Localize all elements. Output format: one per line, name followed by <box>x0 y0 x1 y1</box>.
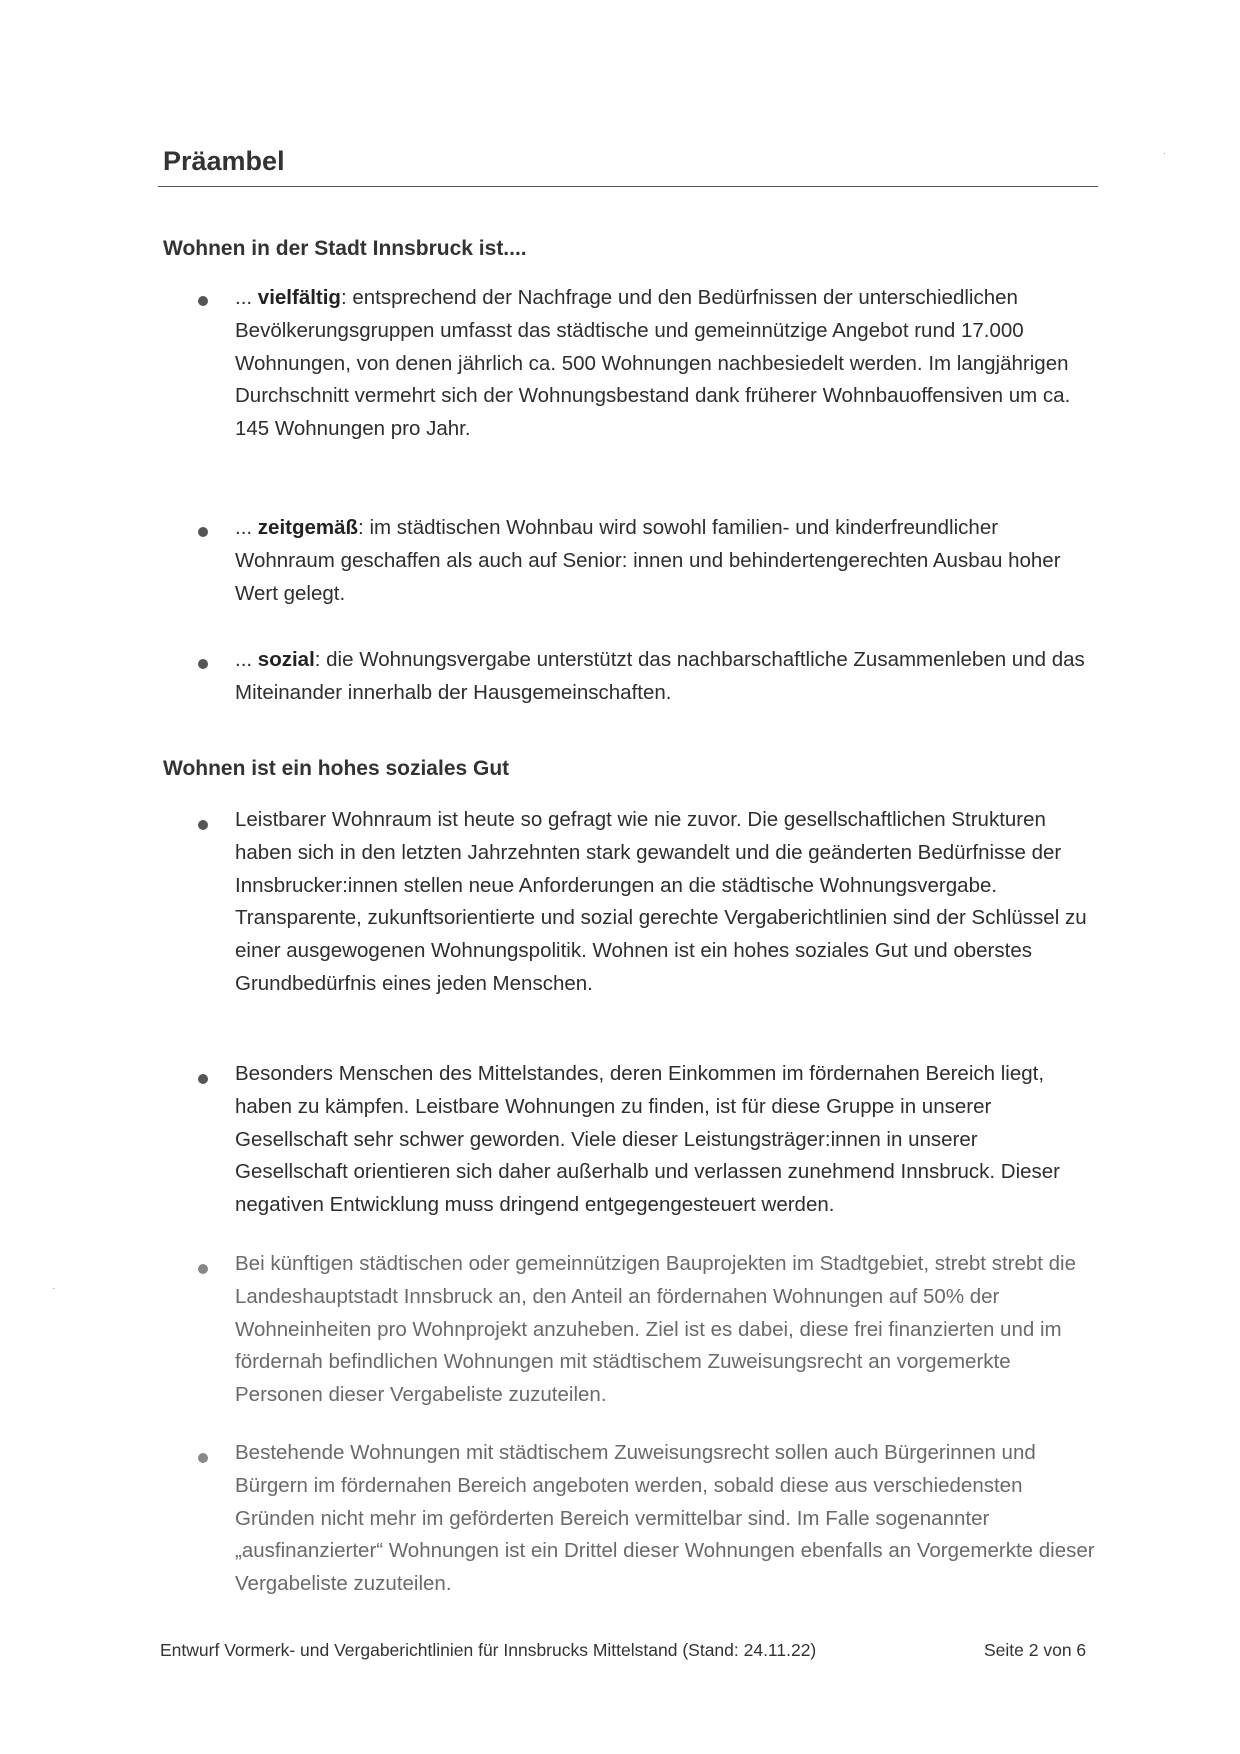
section-heading-soziales-gut: Wohnen ist ein hohes soziales Gut <box>163 757 510 780</box>
title-underline <box>158 186 1098 187</box>
scan-speck: · <box>1163 148 1167 159</box>
term-sozial: sozial <box>257 648 315 671</box>
page-title: Präambel <box>163 146 285 176</box>
term-vielfaeltig: vielfältig <box>257 286 341 309</box>
list-item-bestehende-wohnungen: Bestehende Wohnungen mit städtischem Zuweisungsrecht sollen auch Bürgerinnen und Bürgern im fördernahen Bereich angeboten werden, sobald diese aus verschiedensten Gründen nicht mehr im geförderten Bereich vermittelbar sind. Im Falle sogenannter „ausfinanzierter“ Wohnungen ist ein Drittel dieser Wohnungen ebenfalls an Vorgemerkte dieser Vergabeliste zuzuteilen. <box>235 1441 1095 1596</box>
bullet-icon <box>198 1264 208 1274</box>
list-item-sozial: ... sozial: die Wohnungsvergabe unterstützt das nachbarschaftliche Zusammenleben und das Miteinander innerhalb der Hausgemeinschaften. <box>235 648 1085 704</box>
bullet-icon <box>198 1074 208 1084</box>
list-item-vielfaeltig: ... vielfältig: entsprechend der Nachfrage und den Bedürfnissen der unterschiedlichen Bevölkerungsgruppen umfasst das städtische und gemeinnützige Angebot rund 17.000 Wohnungen, von denen jährlich ca. 500 Wohnungen nachbesiedelt werden. Im langjährigen Durchschnitt vermehrt sich der Wohnungsbestand dank früherer Wohnbauoffensiven um ca. 145 Wohnungen pro Jahr. <box>235 286 1071 441</box>
bullet-icon <box>198 527 208 537</box>
list-item-leistbarer-wohnraum: Leistbarer Wohnraum ist heute so gefragt wie nie zuvor. Die gesellschaftlichen Strukturen haben sich in den letzten Jahrzehnten stark gewandelt und die geänderten Bedürfnisse der Innsbrucker:innen stellen neue Anforderungen an die städtische Wohnungsvergabe. Transparente, zukunftsorientierte und sozial gerechte Vergaberichtlinien sind der Schlüssel zu einer ausgewogenen Wohnungspolitik. Wohnen ist ein hohes soziales Gut und oberstes Grundbedürfnis eines jeden Menschen. <box>235 808 1087 995</box>
bullet-icon <box>198 820 208 830</box>
bullet-icon <box>198 659 208 669</box>
list-item-bauprojekte: Bei künftigen städtischen oder gemeinnützigen Bauprojekten im Stadtgebiet, strebt strebt die Landeshauptstadt Innsbruck an, den Anteil an fördernahen Wohnungen auf 50% der Wohneinheiten pro Wohnprojekt anzuheben. Ziel ist es dabei, diese frei finanzierten und im fördernah befindlichen Wohnungen mit städtischem Zuweisungsrecht an vorgemerkte Personen dieser Vergabeliste zuzuteilen. <box>235 1252 1077 1407</box>
list-item-zeitgemaess: ... zeitgemäß: im städtischen Wohnbau wird sowohl familien- und kinderfreundlicher Wohnraum geschaffen als auch auf Senior: innen und behindertengerechten Ausbau hoher Wert gelegt. <box>235 516 1061 605</box>
list-item-mittelstand: Besonders Menschen des Mittelstandes, deren Einkommen im fördernahen Bereich liegt, haben zu kämpfen. Leistbare Wohnungen zu finden, ist für diese Gruppe in unserer Gesellschaft sehr schwer geworden. Viele dieser Leistungsträger:innen in unserer Gesellschaft orientieren sich daher außerhalb und verlassen zunehmend Innsbruck. Dieser negativen Entwicklung muss dringend entgegengesteuert werden. <box>235 1062 1061 1217</box>
term-zeitgemaess: zeitgemäß <box>257 516 359 539</box>
bullet-icon <box>198 1453 208 1463</box>
bullet-icon <box>198 296 208 306</box>
section-heading-innsbruck: Wohnen in der Stadt Innsbruck ist.... <box>163 237 527 260</box>
scan-speck: · <box>52 1283 56 1294</box>
footer-page-number: Seite 2 von 6 <box>984 1640 1087 1660</box>
footer-document-title: Entwurf Vormerk- und Vergaberichtlinien für Innsbrucks Mittelstand (Stand: 24.11.22) <box>160 1640 817 1660</box>
